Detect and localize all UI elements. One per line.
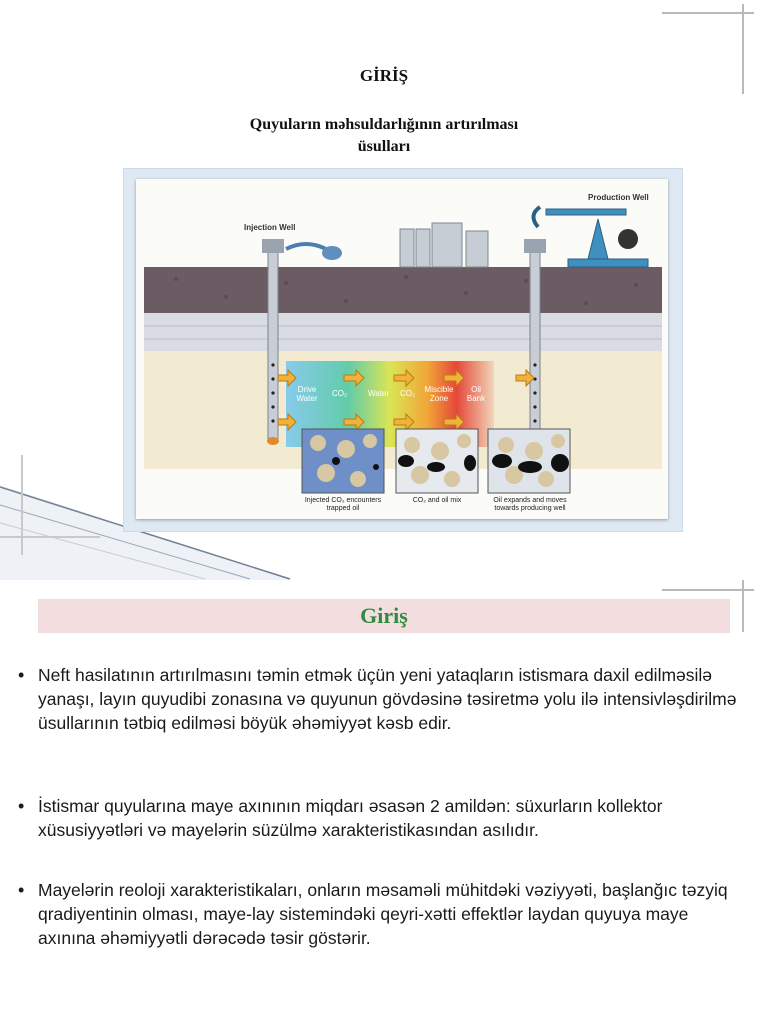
- figure-illustration: [136, 179, 668, 519]
- figure-svg: [136, 179, 668, 519]
- bullet-dot: •: [18, 880, 25, 900]
- page-subtitle-line1: Quyuların məhsuldarlığının artırılması: [249, 116, 519, 133]
- bullet-item: [18, 663, 738, 735]
- zone-label-co2-1: CO₂: [332, 389, 348, 398]
- bullet-dot: •: [18, 796, 25, 816]
- bullet-text: Neft hasilatının artırılmasını təmin etmək üçün yeni yataqların istismara daxil edilməsilə yanaşı, layın quyudibi zonasına və quyunun gövdəsinə təsiretmə yolu ilə intensivləşdirilmə üsullarının tətbiq edilməsi böyük əhəmiyyət kəsb edir.: [38, 665, 737, 733]
- bullet-item: [18, 794, 738, 842]
- bullet-item: [18, 878, 738, 950]
- injection-well-label: Injection Well: [244, 223, 296, 232]
- figure-caption-2: CO₂ and oil mix: [412, 497, 462, 504]
- production-well-label: Production Well: [588, 193, 649, 202]
- bullet-text: İstismar quyularına maye axınının miqdarı əsasən 2 amildən: süxurların kollektor xüsusiyyətləri və mayelərin süzülmə xarakteristikasından asılıdır.: [38, 796, 663, 840]
- bullet-dot: •: [18, 665, 25, 685]
- zone-label-miscible-zone: Miscible Zone: [424, 385, 454, 403]
- figure-caption-1: Injected CO₂ encounters trapped oil: [304, 497, 382, 512]
- zone-label-oil-bank: Oil Bank: [466, 385, 486, 403]
- section-title: Giriş: [360, 603, 408, 628]
- page-subtitle-line2: üsulları: [357, 138, 411, 155]
- section-banner: [38, 599, 730, 633]
- figure-caption-3: Oil expands and moves towards producing well: [493, 497, 567, 512]
- corner-decoration-mid-v: [742, 580, 744, 632]
- bullet-text: Mayelərin reoloji xarakteristikaları, onların məsaməli mühitdəki vəziyyəti, başlanğıc təzyiq qradiyentinin olması, maye-lay sistemindəki qeyri-xətti effektlər laydan quyuya maye axınına əhəmiyyətli dərəcədə təsir göstərir.: [38, 880, 728, 948]
- zone-label-co2-2: CO₂: [400, 389, 416, 398]
- corner-decoration-mid-h: [662, 589, 754, 591]
- zone-label-water: Water: [368, 389, 390, 398]
- co2-injection-figure: [123, 168, 683, 532]
- corner-decoration-top-h: [662, 12, 754, 14]
- zone-label-drive-water: Drive Water: [296, 385, 318, 403]
- page-title: GİRİŞ: [359, 66, 409, 85]
